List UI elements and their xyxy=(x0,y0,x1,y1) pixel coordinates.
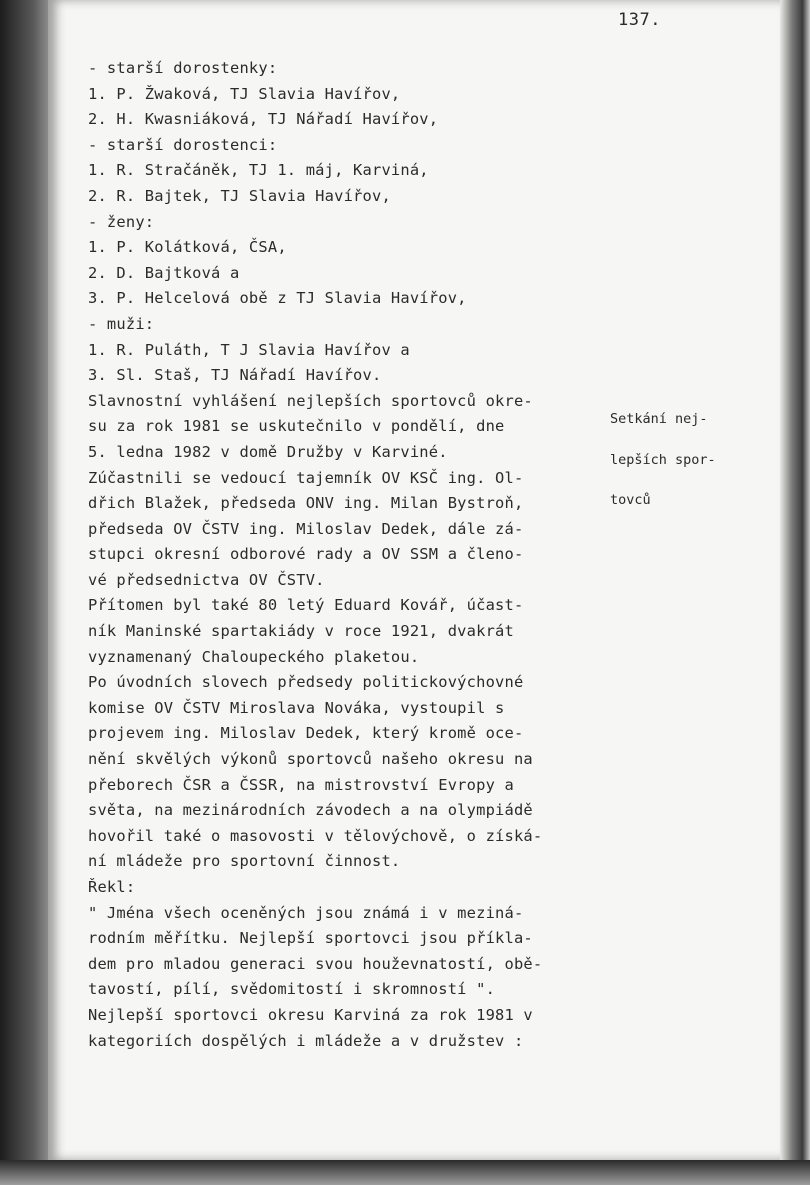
text-line: 1. R. Puláth, T J Slavia Havířov a xyxy=(88,340,410,359)
text-line: kategoriích dospělých i mládeže a v družstev : xyxy=(88,1031,524,1050)
text-line: předseda OV ČSTV ing. Miloslav Dedek, dále zá- xyxy=(88,519,524,538)
margin-note-line: tovců xyxy=(610,492,651,508)
margin-note-line: Setkání nej- xyxy=(610,411,708,427)
text-line: přeborech ČSR a ČSSR, na mistrovství Evropy a xyxy=(88,775,514,794)
text-line: 2. D. Bajtková a xyxy=(88,263,240,282)
text-line: rodním měřítku. Nejlepší sportovci jsou příkla- xyxy=(88,929,533,948)
text-line: 2. R. Bajtek, TJ Slavia Havířov, xyxy=(88,186,391,205)
text-line: světa, na mezinárodních závodech a na olympiádě xyxy=(88,801,533,820)
text-line: Slavnostní vyhlášení nejlepších sportovců okre- xyxy=(88,391,533,410)
text-line: ní mládeže pro sportovní činnost. xyxy=(88,852,401,871)
text-line: Řekl: xyxy=(88,878,136,896)
text-line: Nejlepší sportovci okresu Karviná za rok 1981 v xyxy=(88,1005,533,1024)
text-line: - muži: xyxy=(88,314,155,333)
text-line: vyznamenaný Chaloupeckého plaketou. xyxy=(88,647,420,666)
text-line: ník Maninské spartakiády v roce 1921, dvakrát xyxy=(88,622,514,641)
text-line: stupci okresní odborové rady a OV SSM a členo- xyxy=(88,545,524,564)
text-line: Zúčastnili se vedoucí tajemník OV KSČ ing. Ol- xyxy=(88,468,524,487)
scan-right-edge xyxy=(780,0,810,1185)
text-line: - starší dorostenci: xyxy=(88,135,278,154)
text-line: su za rok 1981 se uskutečnilo v pondělí, dne xyxy=(88,417,505,436)
scan-left-shadow xyxy=(0,0,48,1185)
text-line: Po úvodních slovech předsedy politickovýchovné xyxy=(88,673,524,692)
body-text xyxy=(88,56,608,1054)
text-line: 1. R. Stračáněk, TJ 1. máj, Karviná, xyxy=(88,161,429,180)
text-line: - ženy: xyxy=(88,212,155,231)
text-line: Přítomen byl také 80 letý Eduard Kovář, účast- xyxy=(88,596,524,615)
text-line: 5. ledna 1982 v domě Družby v Karviné. xyxy=(88,442,448,461)
page-number: 137. xyxy=(618,10,661,30)
text-line: dem pro mladou generaci svou houževnatostí, obě- xyxy=(88,954,543,973)
text-line: vé předsednictva OV ČSTV. xyxy=(88,570,325,589)
text-line: 1. P. Žwaková, TJ Slavia Havířov, xyxy=(88,84,401,103)
text-line: - starší dorostenky: xyxy=(88,59,278,77)
scan-bottom-edge xyxy=(0,1160,810,1185)
text-line: 1. P. Kolátková, ČSA, xyxy=(88,238,287,257)
text-line: nění skvělých výkonů sportovců našeho okresu na xyxy=(88,750,533,769)
text-line: dřich Blažek, předseda ONV ing. Milan Bystroň, xyxy=(88,494,524,513)
text-line: tavostí, pílí, svědomitostí i skromností ". xyxy=(88,980,496,999)
text-line: 3. Sl. Staš, TJ Nářadí Havířov. xyxy=(88,366,382,385)
margin-note-line: lepších spor- xyxy=(610,451,716,468)
text-line: komise OV ČSTV Miroslava Nováka, vystoupil s xyxy=(88,698,505,717)
text-line: 2. H. Kwasniáková, TJ Nářadí Havířov, xyxy=(88,110,439,129)
text-line: " Jména všech oceněných jsou známá i v meziná- xyxy=(88,903,524,922)
text-line: projevem ing. Miloslav Dedek, který kromě oce- xyxy=(88,724,524,743)
document-page xyxy=(48,0,780,1160)
text-line: hovořil také o masovosti v tělovýchově, o získá- xyxy=(88,826,543,845)
text-line: 3. P. Helcelová obě z TJ Slavia Havířov, xyxy=(88,289,467,308)
margin-note xyxy=(610,386,770,535)
